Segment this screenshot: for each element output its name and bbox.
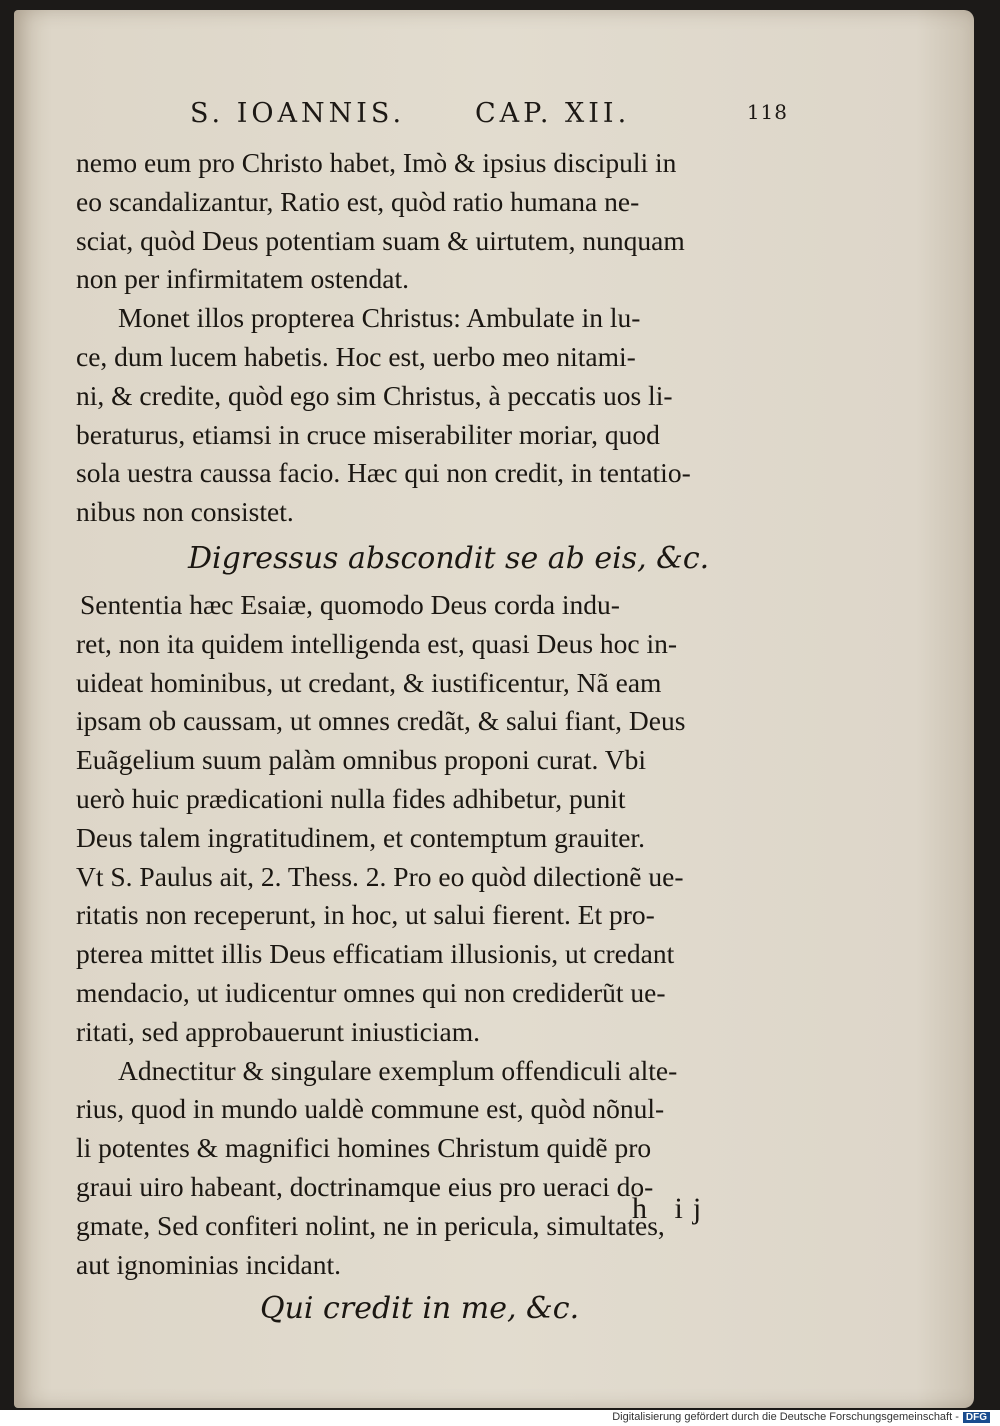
text-line: ritati, sed approbauerunt iniusticiam. <box>76 1015 480 1047</box>
text-line: non per infirmitatem ostendat. <box>76 263 409 295</box>
text-line: uideat hominibus, ut credant, & iustificentur, Nã eam <box>76 666 662 698</box>
text-line: Sententia hæc Esaiæ, quomodo Deus corda indu- <box>80 588 620 620</box>
paragraph-1 <box>70 144 790 299</box>
running-head-title: S. IOANNIS. <box>190 98 406 129</box>
text-line: eo scandalizantur, Ratio est, quòd ratio humana ne- <box>76 185 640 217</box>
paragraph-3 <box>70 586 790 1052</box>
running-head <box>190 98 788 138</box>
text-line: ni, & credite, quòd ego sim Christus, à peccatis uos li- <box>76 379 673 411</box>
text-line: Euãgelium suum palàm omnibus proponi curat. Vbi <box>76 744 647 776</box>
text-line: nibus non consistet. <box>76 496 294 528</box>
text-line: Vt S. Paulus ait, 2. Thess. 2. Pro eo quòd dilectionẽ ue- <box>76 860 684 892</box>
text-line: beraturus, etiamsi in cruce miserabiliter moriar, quod <box>76 418 660 450</box>
section-heading-qui-credit: Qui credit in me, &c. <box>260 1291 580 1327</box>
book-page <box>14 10 974 1408</box>
text-line: ce, dum lucem habetis. Hoc est, uerbo meo nitami- <box>76 340 636 372</box>
margin-mark <box>862 830 867 849</box>
text-line: ritatis non receperunt, in hoc, ut salui fierent. Et pro- <box>76 899 655 931</box>
text-line: nemo eum pro Christo habet, Imò & ipsius discipuli in <box>76 147 677 178</box>
folio-number: 118 <box>746 100 788 124</box>
text-line: Deus talem ingratitudinem, et contemptum grauiter. <box>76 821 645 853</box>
text-line: graui uiro habeant, doctrinamque eius pro ueraci do- <box>76 1170 654 1202</box>
signature-mark: h ij <box>632 1192 712 1225</box>
dfg-logo: DFG <box>963 1412 990 1423</box>
text-line: mendacio, ut iudicentur omnes qui non crediderũt ue- <box>76 976 666 1008</box>
show-through-ink <box>104 1206 244 1226</box>
paragraph-4 <box>70 1052 790 1285</box>
text-line: sciat, quòd Deus potentiam suam & uirtutem, nunquam <box>76 224 685 256</box>
text-line: gmate, Sed confiteri nolint, ne in pericula, simultates, <box>76 1209 665 1241</box>
text-line: ret, non ita quidem intelligenda est, quasi Deus hoc in- <box>76 627 678 659</box>
page-body <box>70 144 790 1334</box>
text-line: ipsam ob caussam, ut omnes credãt, & salui fiant, Deus <box>76 705 686 737</box>
text-line: pterea mittet illis Deus efficatiam illusionis, ut credant <box>76 938 675 970</box>
text-line: uerò huic prædicationi nulla fides adhibetur, punit <box>76 782 626 814</box>
text-line: sola uestra caussa facio. Hæc qui non credit, in tentatio- <box>76 457 691 489</box>
text-line: Adnectitur & singulare exemplum offendiculi alte- <box>118 1054 678 1086</box>
running-head-chapter: CAP. XII. <box>475 98 631 129</box>
footer-text: Digitalisierung gefördert durch die Deutsche Forschungsgemeinschaft - <box>612 1411 959 1423</box>
digitization-footer <box>612 1411 990 1423</box>
text-line: rius, quod in mundo ualdè commune est, quòd nõnul- <box>76 1093 665 1125</box>
text-line: aut ignominias incidant. <box>76 1248 342 1280</box>
text-line: Monet illos propterea Christus: Ambulate in lu- <box>118 302 641 334</box>
text-line: li potentes & magnifici homines Christum quidẽ pro <box>76 1132 652 1164</box>
paragraph-2 <box>70 299 790 532</box>
section-heading-digressus: Digressus abscondit se ab eis, &c. <box>188 540 710 576</box>
